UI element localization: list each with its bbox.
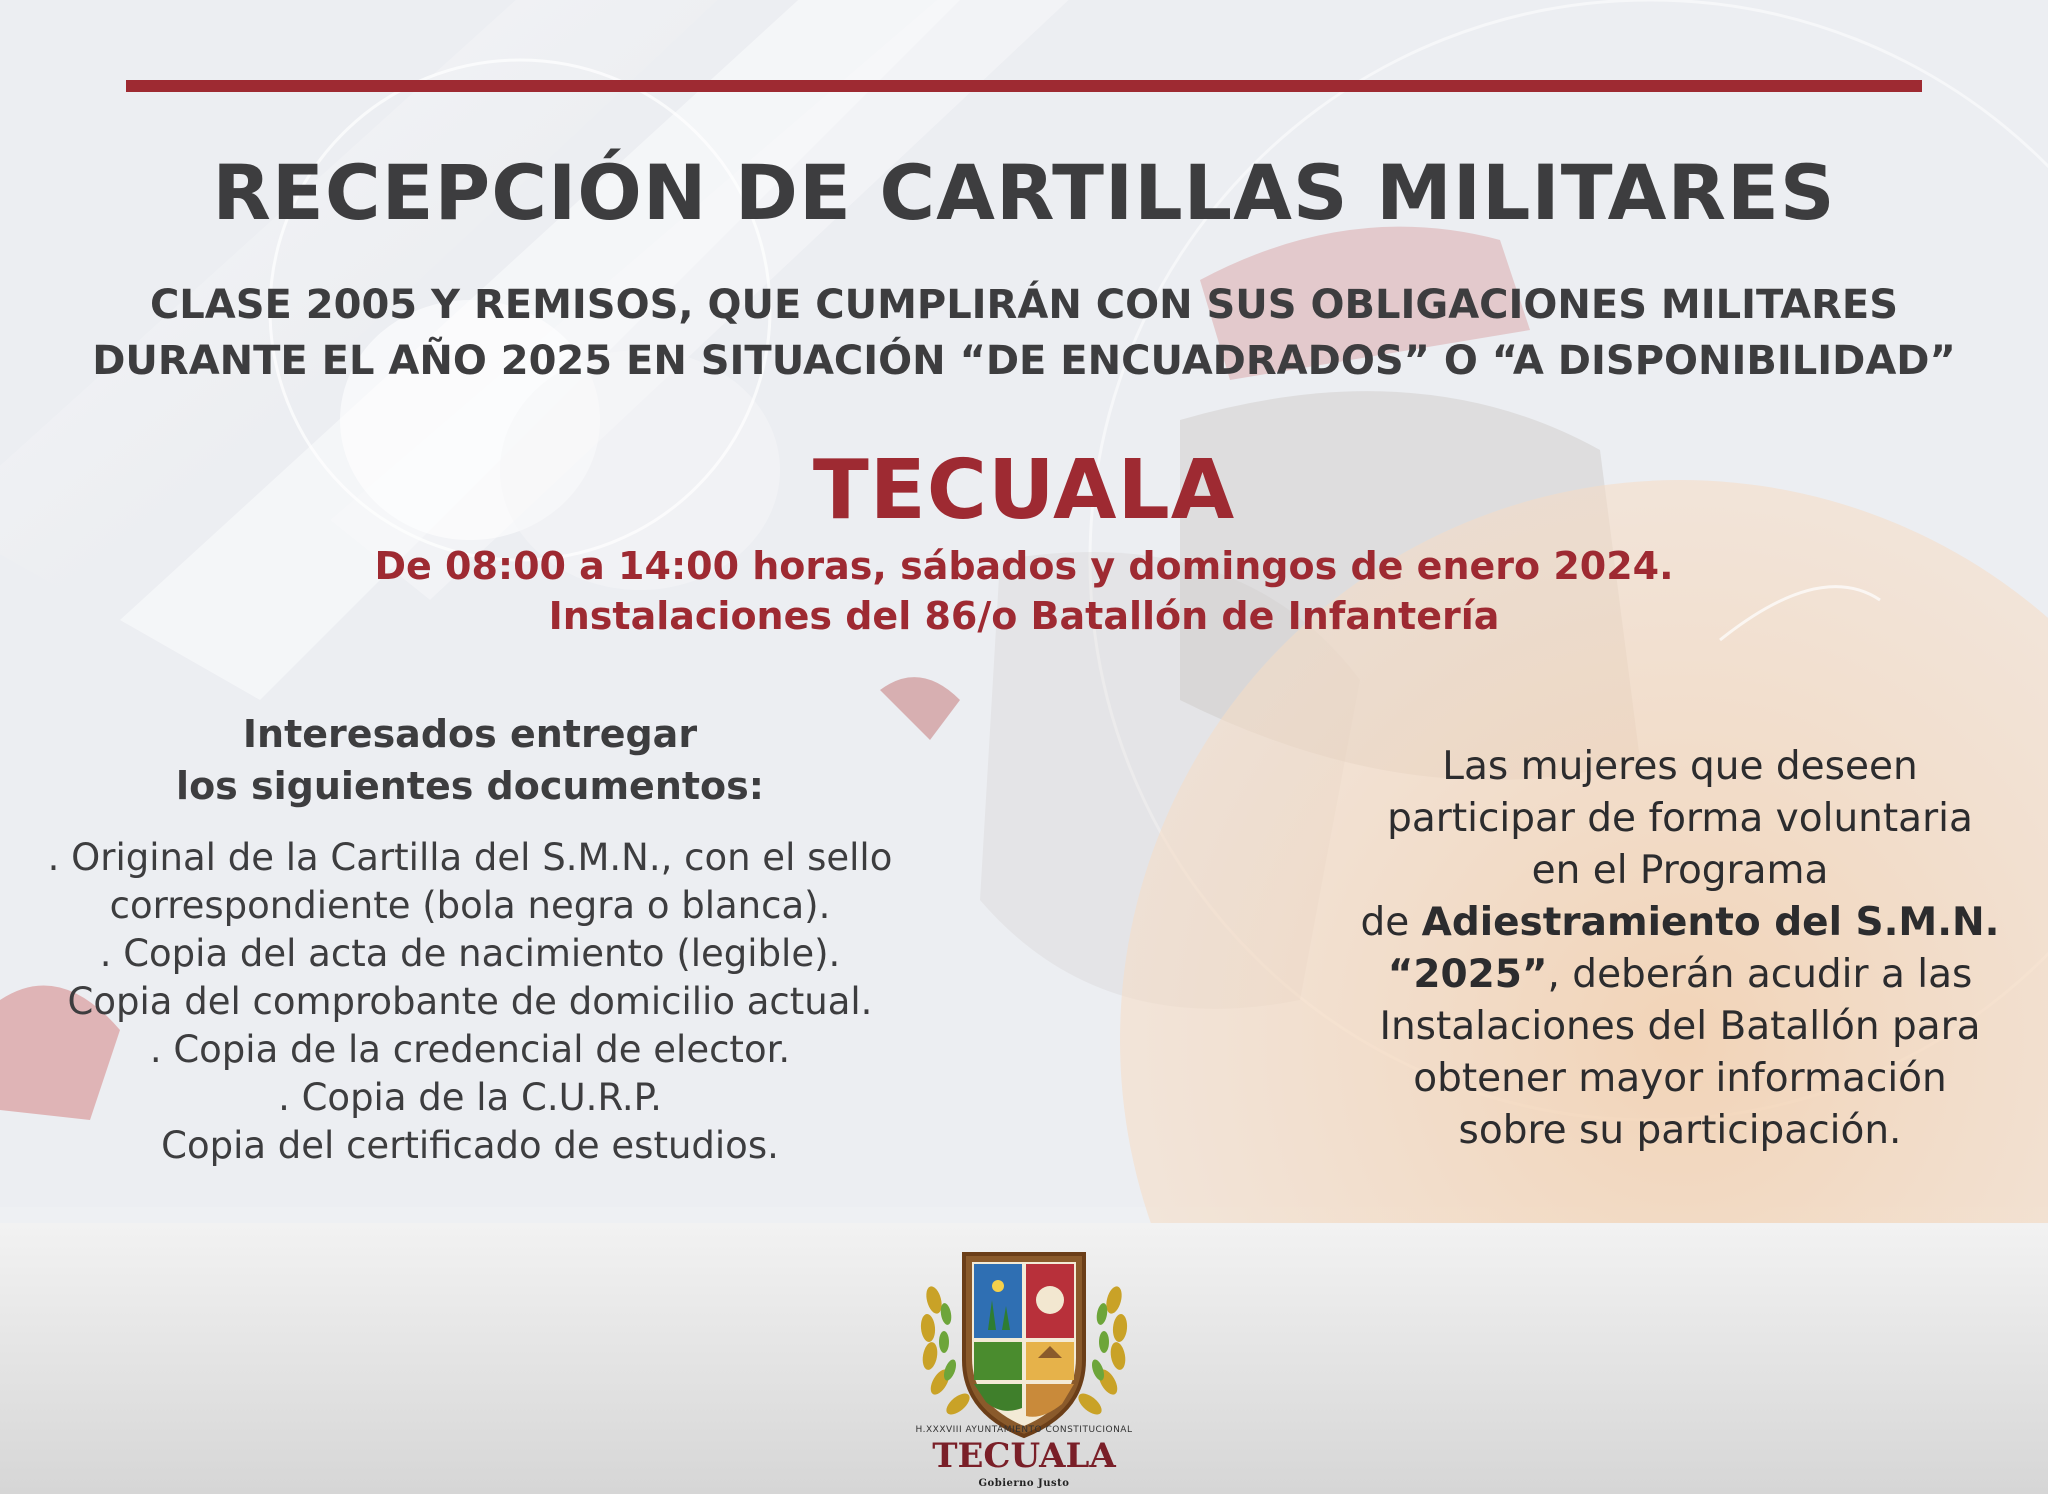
documents-heading <box>0 708 940 812</box>
seal-motto: Gobierno Justo <box>978 1478 1070 1489</box>
document-item: correspondiente (bola negra o blanca). <box>109 884 831 927</box>
document-item: . Copia del acta de nacimiento (legible). <box>99 932 841 975</box>
document-item: Copia del certificado de estudios. <box>161 1124 779 1167</box>
city-name: TECUALA <box>812 443 1236 538</box>
women-notice-suffix: , deberán acudir a las <box>1547 952 1973 997</box>
women-notice-line: Las mujeres que deseen <box>1442 744 1918 789</box>
program-year: “2025” <box>1387 952 1548 997</box>
women-notice-line <box>1330 949 2030 1001</box>
women-notice-prefix: de <box>1360 900 1422 945</box>
page-title: RECEPCIÓN DE CARTILLAS MILITARES <box>212 148 1836 237</box>
women-notice-line: participar de forma voluntaria <box>1387 796 1973 841</box>
top-rule <box>126 80 1922 92</box>
document-item: . Copia de la C.U.R.P. <box>278 1076 662 1119</box>
subtitle-line-2: DURANTE EL AÑO 2025 EN SITUACIÓN “DE ENCUADRADOS” O “A DISPONIBILIDAD” <box>92 338 1956 384</box>
venue-text: Instalaciones del 86/o Batallón de Infantería <box>548 594 1500 638</box>
subtitle-line-1: CLASE 2005 Y REMISOS, QUE CUMPLIRÁN CON SUS OBLIGACIONES MILITARES <box>149 282 1899 328</box>
municipal-coat-of-arms-icon <box>906 1240 1142 1450</box>
women-notice-line: obtener mayor información <box>1413 1056 1947 1101</box>
document-item: . Copia de la credencial de elector. <box>149 1028 791 1071</box>
documents-section <box>0 708 940 1170</box>
women-notice <box>1330 741 2030 1157</box>
women-notice-line: Instalaciones del Batallón para <box>1379 1004 1981 1049</box>
women-notice-line <box>1330 897 2030 949</box>
program-name: Adiestramiento del S.M.N. <box>1421 900 2000 945</box>
documents-heading-line-2: los siguientes documentos: <box>176 764 764 808</box>
women-notice-line: sobre su participación. <box>1458 1108 1902 1153</box>
document-item: Copia del comprobante de domicilio actual. <box>67 980 873 1023</box>
documents-heading-line-1: Interesados entregar <box>242 712 698 756</box>
women-notice-line: en el Programa <box>1531 848 1829 893</box>
schedule-text: De 08:00 a 14:00 horas, sábados y domingos de enero 2024. <box>374 544 1674 588</box>
seal-caption: H.XXXVIII AYUNTAMIENTO CONSTITUCIONAL <box>915 1425 1133 1435</box>
document-item: . Original de la Cartilla del S.M.N., con el sello <box>47 836 893 879</box>
seal-name: TECUALA <box>932 1436 1116 1476</box>
